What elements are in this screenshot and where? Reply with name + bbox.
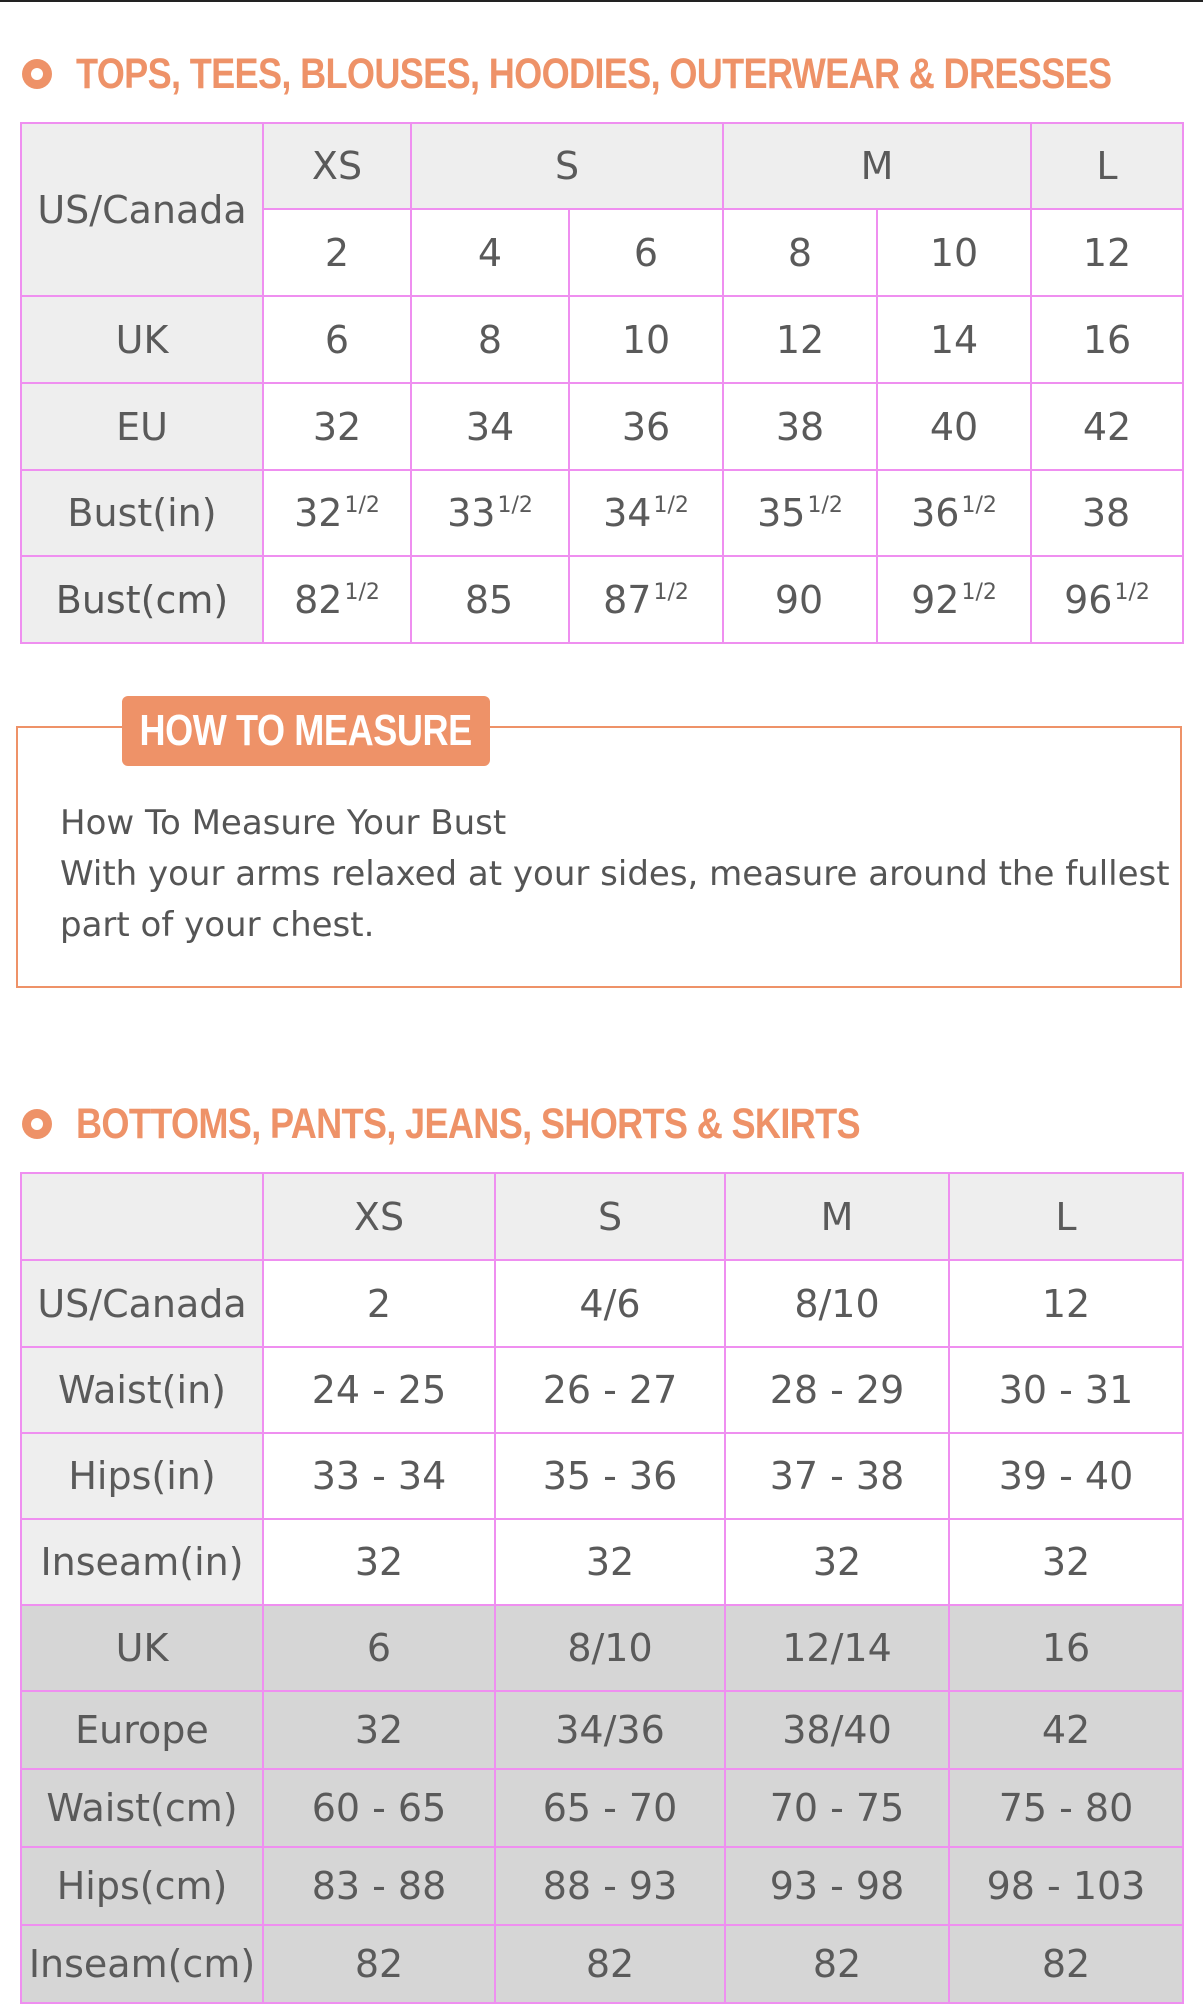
table-cell xyxy=(723,470,877,556)
table-cell: 32 xyxy=(263,1691,495,1769)
table-row xyxy=(21,470,1183,556)
table-cell: 37 - 38 xyxy=(725,1433,949,1519)
table-cell: 4 xyxy=(411,209,569,296)
table-cell: 82 xyxy=(725,1925,949,2003)
table-cell xyxy=(1031,556,1183,643)
table-cell xyxy=(569,470,723,556)
table-cell: 2 xyxy=(263,209,411,296)
table-cell: 98 - 103 xyxy=(949,1847,1183,1925)
table-cell: 6 xyxy=(263,1605,495,1691)
table-row xyxy=(21,1925,1183,2003)
value-whole: 35 xyxy=(757,491,806,535)
size-header-s: S xyxy=(495,1173,725,1260)
bottoms-section-header xyxy=(22,1094,1009,1154)
table-cell: 32 xyxy=(263,383,411,470)
row-label-uk: UK xyxy=(21,1605,263,1691)
table-cell: 32 xyxy=(949,1519,1183,1605)
table-row xyxy=(21,296,1183,383)
us-canada-label: US/Canada xyxy=(21,123,263,296)
measure-instruction-line: With your arms relaxed at your sides, measure around the fullest xyxy=(60,854,1170,894)
value-fraction: 1/2 xyxy=(1114,579,1150,605)
value-whole: 33 xyxy=(447,491,496,535)
row-label-waist-in: Waist(in) xyxy=(21,1347,263,1433)
value-fraction: 1/2 xyxy=(344,493,380,518)
value-fraction: 1/2 xyxy=(653,579,689,605)
table-cell xyxy=(569,556,723,643)
how-to-measure-text xyxy=(60,798,1170,951)
table-cell: 10 xyxy=(877,209,1031,296)
value-whole: 92 xyxy=(911,577,960,622)
size-header-xs: XS xyxy=(263,1173,495,1260)
table-cell: 42 xyxy=(949,1691,1183,1769)
table-cell: 4/6 xyxy=(495,1260,725,1347)
table-cell: 8/10 xyxy=(725,1260,949,1347)
value-fraction: 1/2 xyxy=(961,493,997,518)
size-header-l: L xyxy=(1031,123,1183,209)
table-row xyxy=(21,383,1183,470)
table-cell: 8 xyxy=(411,296,569,383)
table-row xyxy=(21,1519,1183,1605)
table-cell: 32 xyxy=(725,1519,949,1605)
table-cell: 10 xyxy=(569,296,723,383)
table-cell: 65 - 70 xyxy=(495,1769,725,1847)
table-cell xyxy=(1031,470,1183,556)
table-row xyxy=(21,1605,1183,1691)
row-label-europe: Europe xyxy=(21,1691,263,1769)
table-cell: 34/36 xyxy=(495,1691,725,1769)
table-row xyxy=(21,1347,1183,1433)
value-whole: 38 xyxy=(1081,491,1131,535)
table-cell: 82 xyxy=(495,1925,725,2003)
table-cell: 82 xyxy=(263,1925,495,2003)
table-cell: 26 - 27 xyxy=(495,1347,725,1433)
measure-heading: How To Measure Your Bust xyxy=(60,803,507,843)
table-cell: 8/10 xyxy=(495,1605,725,1691)
table-cell: 93 - 98 xyxy=(725,1847,949,1925)
table-row xyxy=(21,1260,1183,1347)
row-label-uk: UK xyxy=(21,296,263,383)
table-cell: 38 xyxy=(723,383,877,470)
table-cell: 32 xyxy=(263,1519,495,1605)
row-label-inseam-cm: Inseam(cm) xyxy=(21,1925,263,2003)
table-row xyxy=(21,1769,1183,1847)
table-cell: 16 xyxy=(1031,296,1183,383)
value-whole: 87 xyxy=(603,577,652,622)
table-cell xyxy=(723,556,877,643)
table-cell: 32 xyxy=(495,1519,725,1605)
table-cell: 8 xyxy=(723,209,877,296)
row-label-inseam-in: Inseam(in) xyxy=(21,1519,263,1605)
table-cell: 40 xyxy=(877,383,1031,470)
table-cell: 33 - 34 xyxy=(263,1433,495,1519)
table-row xyxy=(21,1847,1183,1925)
table-cell: 70 - 75 xyxy=(725,1769,949,1847)
table-cell: 24 - 25 xyxy=(263,1347,495,1433)
value-whole: 32 xyxy=(294,491,343,535)
table-cell: 88 - 93 xyxy=(495,1847,725,1925)
row-label-hips-cm: Hips(cm) xyxy=(21,1847,263,1925)
table-cell: 34 xyxy=(411,383,569,470)
table-cell: 82 xyxy=(949,1925,1183,2003)
row-label-bust-in: Bust(in) xyxy=(21,470,263,556)
table-cell: 30 - 31 xyxy=(949,1347,1183,1433)
value-fraction: 1/2 xyxy=(653,493,689,518)
table-cell xyxy=(877,556,1031,643)
table-cell: 12 xyxy=(949,1260,1183,1347)
value-whole: 34 xyxy=(603,491,652,535)
bottoms-size-table xyxy=(20,1172,1184,2004)
size-header-m: M xyxy=(725,1173,949,1260)
table-cell xyxy=(263,470,411,556)
table-cell: 14 xyxy=(877,296,1031,383)
table-cell: 12 xyxy=(723,296,877,383)
table-cell: 2 xyxy=(263,1260,495,1347)
tops-size-table xyxy=(20,122,1184,644)
row-label-eu: EU xyxy=(21,383,263,470)
table-cell: 6 xyxy=(263,296,411,383)
value-whole: 36 xyxy=(911,491,960,535)
table-row xyxy=(21,1433,1183,1519)
value-fraction: 1/2 xyxy=(344,579,380,605)
measure-instruction-line: part of your chest. xyxy=(60,905,375,945)
row-label-us-canada: US/Canada xyxy=(21,1260,263,1347)
table-cell: 38/40 xyxy=(725,1691,949,1769)
table-cell xyxy=(411,470,569,556)
table-row xyxy=(21,1691,1183,1769)
row-label-waist-cm: Waist(cm) xyxy=(21,1769,263,1847)
table-cell: 75 - 80 xyxy=(949,1769,1183,1847)
row-label-bust-cm: Bust(cm) xyxy=(21,556,263,643)
table-cell: 28 - 29 xyxy=(725,1347,949,1433)
circle-bullet-icon xyxy=(22,1109,52,1139)
table-cell: 6 xyxy=(569,209,723,296)
value-fraction: 1/2 xyxy=(807,493,843,518)
value-whole: 82 xyxy=(294,577,343,622)
table-cell: 36 xyxy=(569,383,723,470)
table-cell xyxy=(263,556,411,643)
tops-section-title: TOPS, TEES, BLOUSES, HOODIES, OUTERWEAR & DRESSES xyxy=(76,49,1112,98)
table-cell: 12/14 xyxy=(725,1605,949,1691)
table-cell xyxy=(411,556,569,643)
row-label-hips-in: Hips(in) xyxy=(21,1433,263,1519)
table-cell: 35 - 36 xyxy=(495,1433,725,1519)
how-to-measure-tag-label: HOW TO MEASURE xyxy=(139,706,473,755)
circle-bullet-icon xyxy=(22,59,52,89)
tops-section-header xyxy=(22,44,1203,104)
table-row xyxy=(21,556,1183,643)
how-to-measure-tag xyxy=(122,696,490,766)
value-fraction: 1/2 xyxy=(961,579,997,605)
value-fraction: 1/2 xyxy=(497,493,533,518)
table-cell: 83 - 88 xyxy=(263,1847,495,1925)
table-cell xyxy=(877,470,1031,556)
size-header-m: M xyxy=(723,123,1031,209)
table-corner-cell xyxy=(21,1173,263,1260)
table-cell: 60 - 65 xyxy=(263,1769,495,1847)
size-header-l: L xyxy=(949,1173,1183,1260)
value-whole: 96 xyxy=(1064,577,1113,622)
table-cell: 12 xyxy=(1031,209,1183,296)
size-header-s: S xyxy=(411,123,723,209)
table-cell: 39 - 40 xyxy=(949,1433,1183,1519)
size-header-xs: XS xyxy=(263,123,411,209)
value-whole: 90 xyxy=(774,577,824,622)
value-whole: 85 xyxy=(464,577,514,622)
top-divider xyxy=(0,0,1203,2)
table-cell: 42 xyxy=(1031,383,1183,470)
table-cell: 16 xyxy=(949,1605,1183,1691)
bottoms-section-title: BOTTOMS, PANTS, JEANS, SHORTS & SKIRTS xyxy=(76,1099,860,1148)
